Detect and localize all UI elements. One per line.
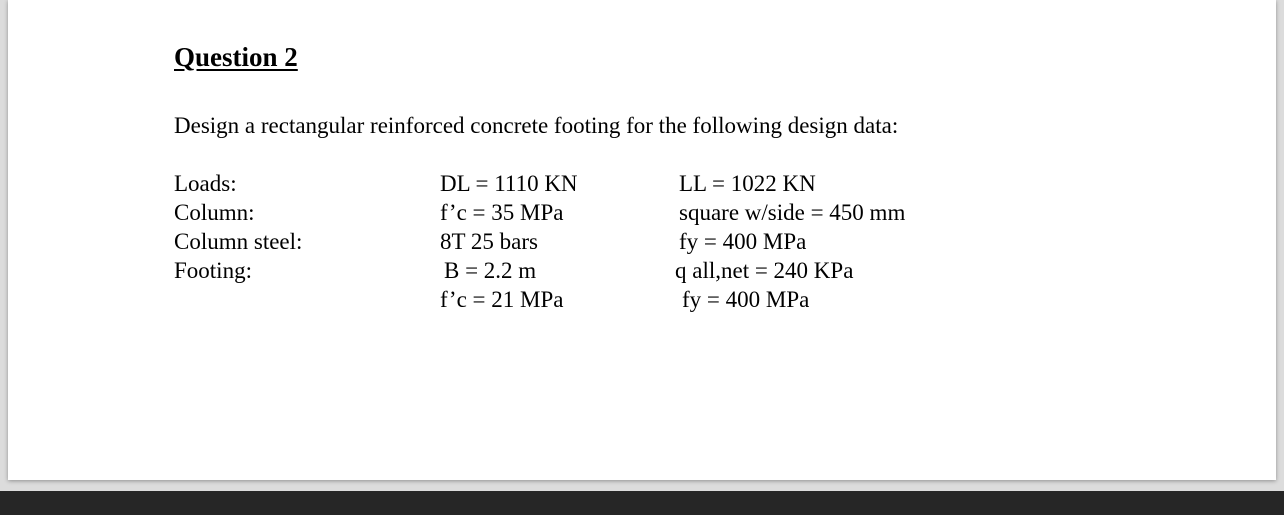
row-label: Column steel: [174, 229, 303, 254]
bottom-bar [0, 491, 1284, 515]
question-heading: Question 2 [174, 42, 298, 72]
row-value-1: DL = 1110 KN [440, 171, 578, 196]
row-label: Loads: [174, 171, 237, 196]
question-intro: Design a rectangular reinforced concrete footing for the following design data: [174, 113, 899, 138]
data-row-loads [174, 171, 1074, 197]
data-row-footing [174, 258, 1074, 284]
row-label: Footing: [174, 258, 252, 283]
data-row-footing-cont [174, 287, 1074, 313]
row-value-1: 8T 25 bars [440, 229, 538, 254]
row-value-2: LL = 1022 KN [679, 171, 816, 196]
row-value-1: B = 2.2 m [444, 258, 537, 283]
data-row-column-steel [174, 229, 1074, 255]
row-value-1: f’c = 35 MPa [440, 200, 564, 225]
data-row-column [174, 200, 1074, 226]
row-label: Column: [174, 200, 255, 225]
row-value-2: fy = 400 MPa [679, 229, 807, 254]
row-value-1: f’c = 21 MPa [440, 287, 564, 312]
row-value-2: square w/side = 450 mm [679, 200, 906, 225]
document-page [8, 0, 1276, 480]
row-value-2: q all,net = 240 KPa [675, 258, 854, 283]
row-value-2: fy = 400 MPa [682, 287, 810, 312]
